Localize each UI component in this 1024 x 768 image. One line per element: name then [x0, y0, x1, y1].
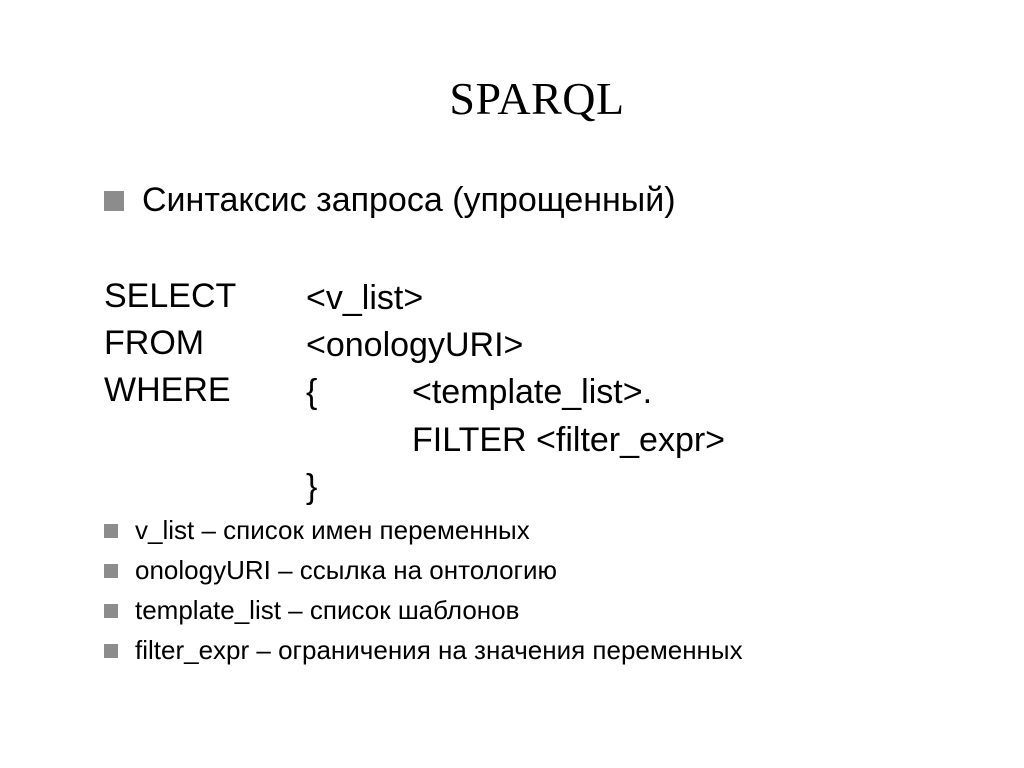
close-brace: }: [306, 468, 318, 506]
bullet-square-icon: [104, 524, 118, 538]
select-keyword: SELECT: [104, 277, 237, 315]
open-brace: {: [306, 373, 318, 411]
filter-clause: FILTER <filter_expr>: [412, 421, 726, 459]
bullet-square-icon: [104, 191, 124, 211]
list-item: [104, 510, 743, 550]
main-bullet-text: Синтаксис запроса (упрощенный): [142, 181, 676, 219]
list-item: [104, 550, 743, 590]
select-argument: <v_list>: [306, 279, 424, 317]
main-bullet: [104, 178, 676, 222]
slide-title: SPARQL: [449, 73, 625, 124]
list-item-text: v_list – список имен переменных: [135, 515, 530, 545]
list-item: [104, 590, 743, 630]
from-keyword: FROM: [104, 324, 205, 362]
list-item-text: template_list – список шаблонов: [135, 595, 520, 625]
list-item-text: filter_expr – ограничения на значения переменных: [135, 635, 743, 665]
where-keyword: WHERE: [104, 371, 231, 409]
bullet-square-icon: [104, 644, 118, 658]
list-item-text: onologyURI – ссылка на онтологию: [135, 555, 558, 585]
from-argument: <onologyURI>: [306, 326, 524, 364]
list-item: [104, 630, 743, 670]
bullet-square-icon: [104, 604, 118, 618]
bullet-square-icon: [104, 564, 118, 578]
definitions-list: [104, 510, 743, 670]
template-list-clause: <template_list>.: [412, 373, 653, 411]
